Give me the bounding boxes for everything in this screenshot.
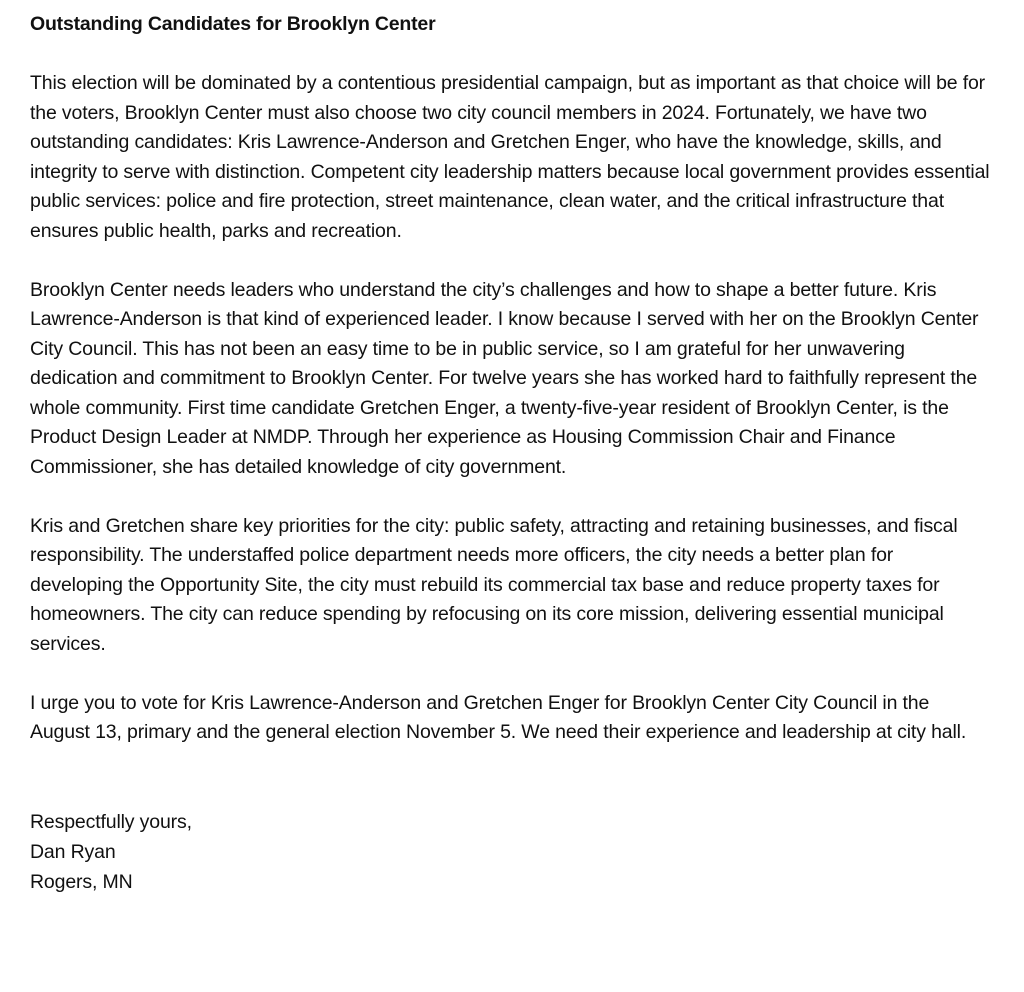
paragraph-call-to-vote: I urge you to vote for Kris Lawrence-Anderson and Gretchen Enger for Brooklyn Center City Council in the August 13, primary and the general election November 5. We need their experience and leadership at city hall. [30, 691, 967, 743]
letter-closing [30, 807, 990, 897]
paragraph-shared-priorities: Kris and Gretchen share key priorities for the city: public safety, attracting and retaining businesses, and fiscal responsibility. The understaffed police department needs more officers, the city needs a better plan for developing the Opportunity Site, the city must rebuild its commercial tax base and reduce property taxes for homeowners. The city can reduce spending by refocusing on its core mission, delivering essential municipal services. [30, 514, 958, 655]
paragraph-candidate-backgrounds: Brooklyn Center needs leaders who understand the city’s challenges and how to shape a better future. Kris Lawrence-Anderson is that kind of experienced leader. I know because I served with her on the Brooklyn Center City Council. This has not been an easy time to be in public service, so I am grateful for her unwavering dedication and commitment to Brooklyn Center. For twelve years she has worked hard to faithfully represent the whole community. First time candidate Gretchen Enger, a twenty-five-year resident of Brooklyn Center, is the Product Design Leader at NMDP. Through her experience as Housing Commission Chair and Finance Commissioner, she has detailed knowledge of city government. [30, 278, 979, 478]
author-location: Rogers, MN [30, 870, 133, 893]
closing-salutation: Respectfully yours, [30, 810, 192, 833]
letter-document [30, 0, 990, 897]
paragraph-election-intro: This election will be dominated by a contentious presidential campaign, but as important as that choice will be for the voters, Brooklyn Center must also choose two city council members in 2024. Fortunately, we have two outstanding candidates: Kris Lawrence-Anderson and Gretchen Enger, who have the knowledge, skills, and integrity to serve with distinction. Competent city leadership matters because local government provides essential public services: police and fire protection, street maintenance, clean water, and the critical infrastructure that ensures public health, parks and recreation. [30, 72, 990, 242]
letter-title: Outstanding Candidates for Brooklyn Center [30, 13, 436, 35]
author-name: Dan Ryan [30, 840, 116, 863]
